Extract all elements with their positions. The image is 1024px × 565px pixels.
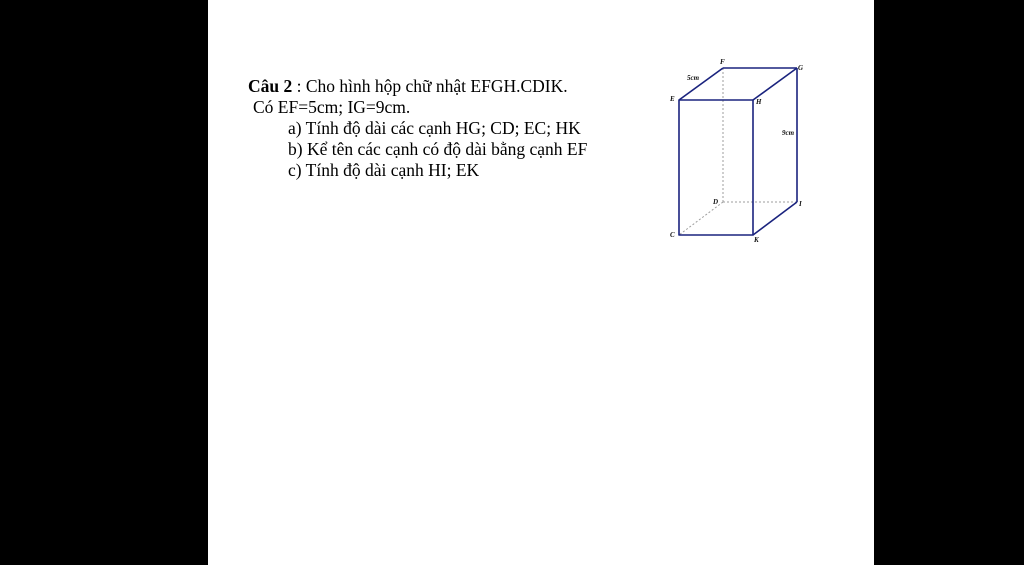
hidden-edges [679, 68, 797, 235]
visible-edges [679, 68, 797, 235]
vertex-label-f: F [720, 58, 725, 66]
question-part-b: b) Kể tên các cạnh có độ dài bằng cạnh EF [288, 139, 588, 159]
measure-label-ig: 9cm [782, 129, 795, 137]
vertex-label-e: E [670, 95, 675, 103]
vertex-label-h: H [756, 98, 762, 106]
edge-gh [753, 68, 797, 100]
question-given: Có EF=5cm; IG=9cm. [253, 97, 411, 117]
vertex-label-k: K [754, 236, 759, 244]
question-number: Câu 2 [248, 76, 293, 96]
edge-dc [679, 202, 723, 235]
vertex-label-i: I [799, 200, 802, 208]
front-face-ehkc [679, 100, 753, 235]
vertex-label-d: D [713, 198, 719, 206]
vertex-label-g: G [798, 64, 804, 72]
vertex-label-c: C [670, 231, 675, 239]
document-page [208, 0, 874, 565]
edge-ef [679, 68, 723, 100]
edge-ik [753, 202, 797, 235]
measure-label-ef: 5cm [687, 74, 700, 82]
rectangular-box-figure [208, 0, 874, 565]
question-part-c: c) Tính độ dài cạnh HI; EK [288, 160, 480, 180]
question-intro: : Cho hình hộp chữ nhật EFGH.CDIK. [292, 76, 568, 96]
question-part-a: a) Tính độ dài các cạnh HG; CD; EC; HK [288, 118, 581, 138]
